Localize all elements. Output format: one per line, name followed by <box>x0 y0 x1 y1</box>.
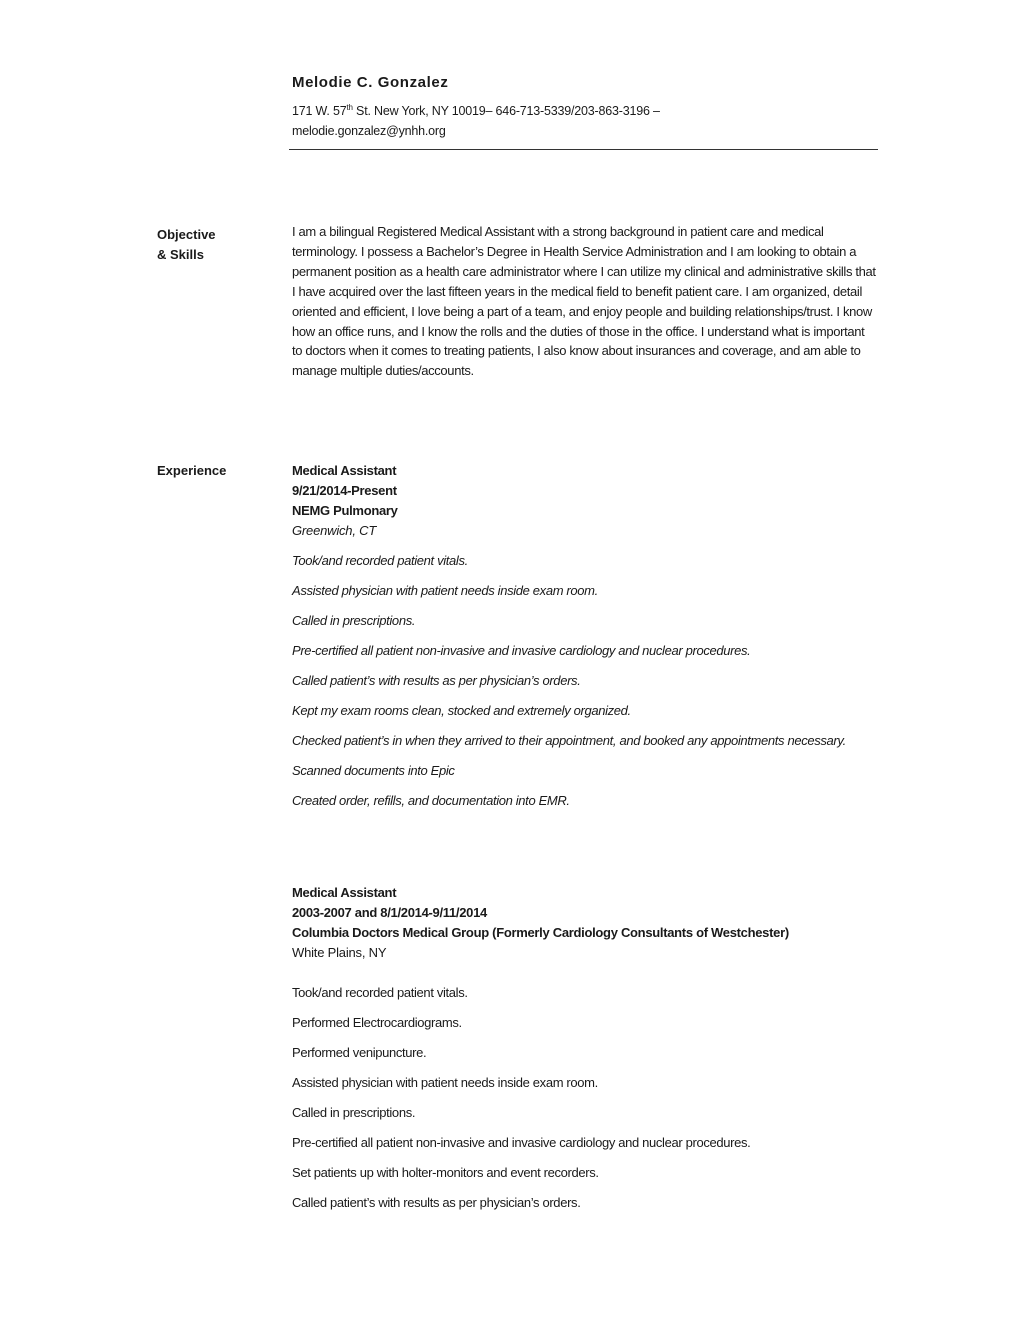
job-title: Medical Assistant <box>292 463 397 478</box>
duty-item: Pre-certified all patient non-invasive and invasive cardiology and nuclear procedures. <box>292 1135 751 1150</box>
duty-item: Assisted physician with patient needs inside exam room. <box>292 1075 598 1090</box>
duty-list <box>292 551 882 811</box>
duty-item: Took/and recorded patient vitals. <box>292 985 468 1000</box>
address-line <box>292 98 880 121</box>
job-entry <box>292 461 882 811</box>
contact-info <box>292 98 880 141</box>
duty-item: Called patient’s with results as per physician’s orders. <box>292 1195 581 1210</box>
duty-item: Took/and recorded patient vitals. <box>292 553 468 568</box>
header-divider <box>289 149 878 150</box>
job-organization: NEMG Pulmonary <box>292 503 398 518</box>
duty-item: Called in prescriptions. <box>292 1105 416 1120</box>
candidate-name: Melodie C. Gonzalez <box>292 74 449 91</box>
objective-label-line1: Objective <box>157 227 216 242</box>
duty-item: Assisted physician with patient needs inside exam room. <box>292 583 598 598</box>
duty-list <box>292 983 882 1213</box>
job-location: Greenwich, CT <box>292 523 377 538</box>
duty-item: Checked patient’s in when they arrived to their appointment, and booked any appointments necessary. <box>292 733 846 748</box>
job-organization: Columbia Doctors Medical Group (Formerly Cardiology Consultants of Westchester) <box>292 925 789 940</box>
objective-label-line2: & Skills <box>157 247 204 262</box>
duty-item: Set patients up with holter-monitors and event recorders. <box>292 1165 599 1180</box>
duty-item: Kept my exam rooms clean, stocked and extremely organized. <box>292 703 631 718</box>
address-part1: 171 W. 57 <box>292 104 347 119</box>
duty-item: Called patient’s with results as per physician’s orders. <box>292 673 581 688</box>
job-entry <box>292 883 882 1213</box>
duty-item: Scanned documents into Epic <box>292 763 455 778</box>
duty-item: Called in prescriptions. <box>292 613 416 628</box>
objective-section-label <box>157 225 277 265</box>
objective-text: I am a bilingual Registered Medical Assistant with a strong background in patient care and medical terminology. I possess a Bachelor’s Degree in Health Service Administration and I am looking to obtain a permanent position as a health care administrator where I can utilize my clinical and administrative skills that I have acquired over the last fifteen years in the medical field to benefit patient care. I am organized, detail oriented and efficient, I love being a part of a team, and enjoy people and building relationships/trust. I know how an office runs, and I know the rolls and the duties of those in the office. I understand what is important to doctors when it comes to treating patients, I also know about insurances and coverage, and am able to manage multiple duties/accounts. <box>292 224 876 379</box>
experience-section-label: Experience <box>157 463 227 478</box>
duty-item: Created order, refills, and documentation into EMR. <box>292 793 570 808</box>
duty-item: Pre-certified all patient non-invasive and invasive cardiology and nuclear procedures. <box>292 643 751 658</box>
duty-item: Performed Electrocardiograms. <box>292 1015 462 1030</box>
address-superscript: th <box>346 103 353 112</box>
job-location: White Plains, NY <box>292 945 387 960</box>
job-title: Medical Assistant <box>292 885 397 900</box>
resume-header <box>292 72 880 141</box>
job-dates: 9/21/2014-Present <box>292 483 397 498</box>
duty-item: Performed venipuncture. <box>292 1045 427 1060</box>
job-dates: 2003-2007 and 8/1/2014-9/11/2014 <box>292 905 487 920</box>
email-address[interactable]: melodie.gonzalez@ynhh.org <box>292 124 446 139</box>
address-part2: St. New York, NY 10019– 646-713-5339/203-863-3196 – <box>352 104 660 119</box>
